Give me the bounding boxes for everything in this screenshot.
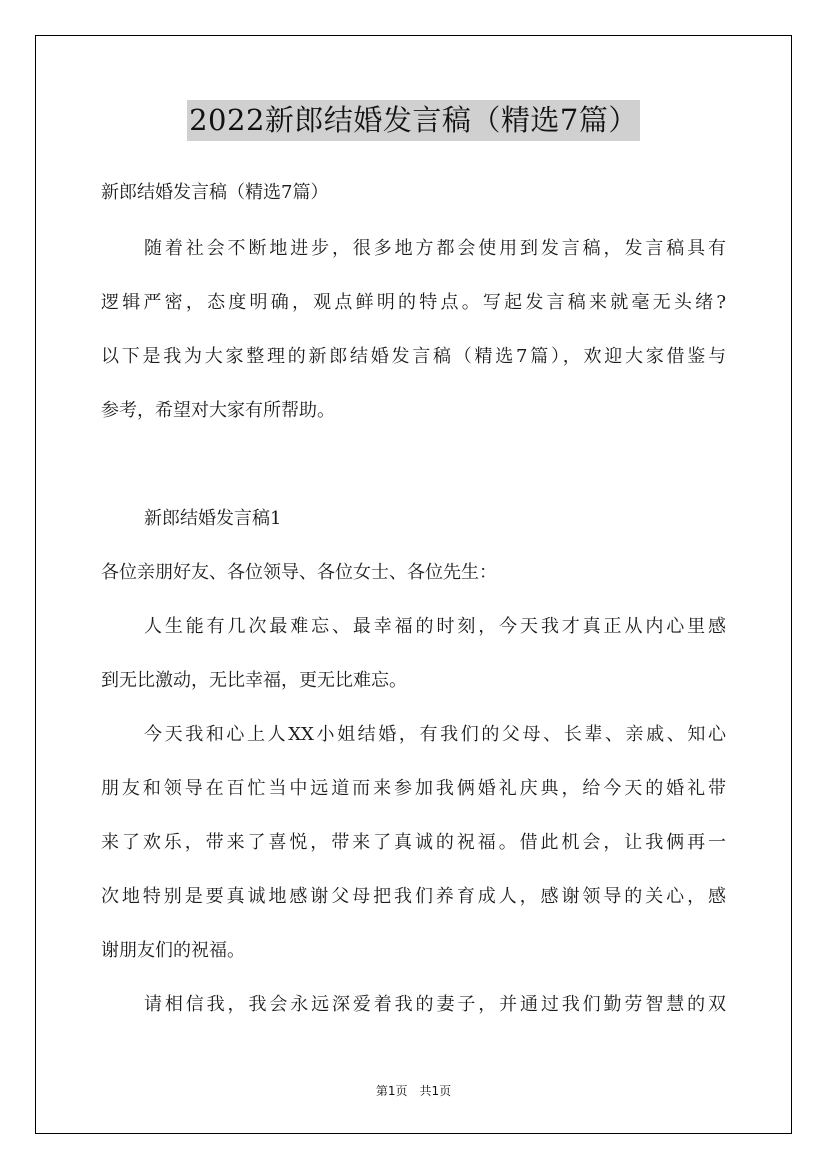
title-container: [0, 100, 827, 141]
paragraph-line: 随着社会不断地进步，很多地方都会使用到发言稿，发言稿具有: [144, 238, 726, 259]
paragraph-line: 以下是我为大家整理的新郎结婚发言稿（精选7篇），欢迎大家借鉴与: [101, 346, 726, 367]
paragraph-line: 逻辑严密，态度明确，观点鲜明的特点。写起发言稿来就毫无头绪?: [101, 292, 726, 313]
paragraph-line: 朋友和领导在百忙当中远道而来参加我俩婚礼庆典，给今天的婚礼带: [101, 778, 726, 799]
paragraph-line: 参考，希望对大家有所帮助。: [101, 400, 335, 421]
paragraph-line: 今天我和心上人XX小姐结婚，有我们的父母、长辈、亲戚、知心: [144, 724, 726, 745]
subtitle-line: 新郎结婚发言稿（精选7篇）: [101, 182, 329, 203]
salutation-line: 各位亲朋好友、各位领导、各位女士、各位先生：: [101, 562, 497, 583]
paragraph-line: 请相信我，我会永远深爱着我的妻子，并通过我们勤劳智慧的双: [144, 994, 726, 1015]
page-number: 第1页: [375, 1084, 408, 1098]
total-pages: 共1页: [419, 1084, 452, 1098]
paragraph-line: 谢朋友们的祝福。: [101, 940, 245, 961]
document-title: 2022新郎结婚发言稿（精选7篇）: [187, 100, 640, 141]
paragraph-line: 来了欢乐，带来了喜悦，带来了真诚的祝福。借此机会，让我俩再一: [101, 832, 726, 853]
paragraph-line: 人生能有几次最难忘、最幸福的时刻，今天我才真正从内心里感: [144, 616, 726, 637]
page-footer: [0, 1083, 827, 1099]
paragraph-line: 次地特别是要真诚地感谢父母把我们养育成人，感谢领导的关心，感: [101, 886, 726, 907]
paragraph-line: 到无比激动，无比幸福，更无比难忘。: [101, 670, 407, 691]
section-heading: 新郎结婚发言稿1: [144, 508, 282, 529]
